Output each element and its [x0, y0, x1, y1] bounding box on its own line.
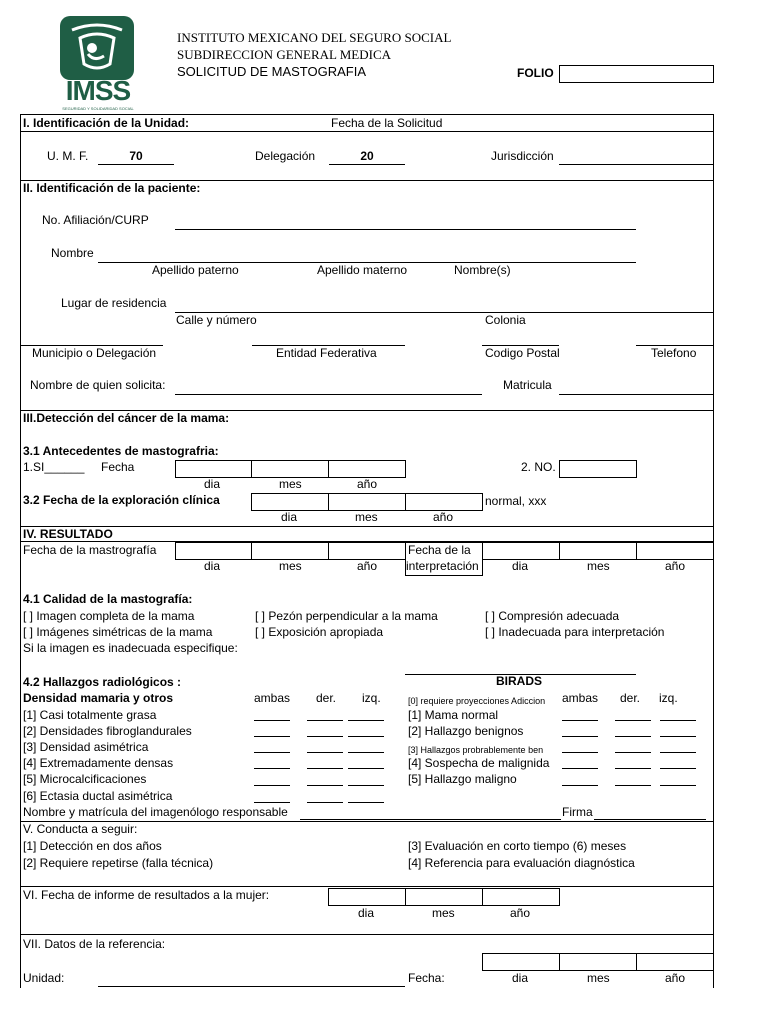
blank-field[interactable]	[254, 768, 290, 769]
normal-label: normal, xxx	[485, 494, 547, 508]
quality-option[interactable]: [ ] Exposición apropiada	[255, 625, 384, 639]
der-label: der.	[316, 691, 337, 705]
no-label: 2. NO.	[521, 460, 556, 474]
dia-label: dia	[512, 559, 529, 573]
antecedentes-dia-field[interactable]	[175, 460, 252, 478]
section-2-title: II. Identificación de la paciente:	[23, 181, 201, 195]
apellido-paterno-label: Apellido paterno	[152, 263, 239, 277]
mes-label: mes	[355, 510, 378, 524]
blank-field[interactable]	[348, 720, 384, 721]
divider	[20, 131, 714, 132]
interpretacion-mes-field[interactable]	[559, 542, 637, 560]
institution-name: INSTITUTO MEXICANO DEL SEGURO SOCIAL	[177, 30, 452, 45]
divider	[20, 114, 714, 115]
birads-item: [5] Hallazgo maligno	[408, 772, 517, 786]
subdirection-name: SUBDIRECCION GENERAL MEDICA	[177, 47, 392, 62]
blank-field[interactable]	[660, 736, 696, 737]
blank-field[interactable]	[307, 785, 343, 786]
form-title: SOLICITUD DE MASTOGRAFIA	[177, 64, 367, 79]
unidad-label: Unidad:	[23, 971, 65, 985]
dia-label: dia	[204, 559, 221, 573]
birads-0: [0] requiere proyecciones Adiccion	[408, 696, 546, 706]
divider	[20, 934, 714, 935]
anio-label: año	[510, 906, 531, 920]
blank-field[interactable]	[307, 802, 343, 803]
umf-value[interactable]: 70	[129, 149, 143, 163]
fecha-solicitud-label: Fecha de la Solicitud	[331, 116, 443, 130]
blank-field[interactable]	[562, 736, 598, 737]
apellido-materno-label: Apellido materno	[317, 263, 408, 277]
dia-label: dia	[358, 906, 375, 920]
responsable-label: Nombre y matrícula del imagenólogo responsable	[23, 805, 288, 819]
form-left-border	[20, 114, 21, 988]
ambas-label: ambas	[562, 691, 599, 705]
jurisdiccion-label: Jurisdicción	[491, 149, 554, 163]
interpretacion-label: interpretación	[406, 559, 479, 573]
informe-anio-field[interactable]	[482, 888, 560, 906]
anio-label: año	[357, 559, 378, 573]
exploracion-mes-field[interactable]	[328, 493, 406, 511]
conducta-option[interactable]: [4] Referencia para evaluación diagnóstica	[408, 856, 635, 870]
birads-item: [4] Sospecha de malignida	[408, 756, 550, 770]
exploracion-dia-field[interactable]	[251, 493, 329, 511]
blank-field[interactable]	[562, 768, 598, 769]
conducta-option[interactable]: [3] Evaluación en corto tiempo (6) meses	[408, 839, 627, 853]
sub-41-title: 4.1 Calidad de la mastografía:	[23, 592, 193, 606]
logo-text: IMSS	[65, 75, 131, 106]
imss-logo	[56, 14, 140, 112]
no-field[interactable]	[559, 460, 637, 478]
colonia-label: Colonia	[485, 313, 526, 327]
afiliacion-label: No. Afiliación/CURP	[42, 213, 149, 227]
dia-label: dia	[204, 477, 221, 491]
telefono-label: Telefono	[651, 346, 697, 360]
densidad-title: Densidad mamaria y otros	[23, 691, 174, 705]
eagle-emblem-icon	[60, 16, 134, 80]
umf-line	[98, 164, 174, 165]
finding-item: [4] Extremadamente densas	[23, 756, 174, 770]
blank-field[interactable]	[615, 785, 651, 786]
antecedentes-mes-field[interactable]	[251, 460, 329, 478]
nombre-label: Nombre	[51, 246, 94, 260]
anio-label: año	[665, 559, 686, 573]
mastografia-dia-field[interactable]	[175, 542, 252, 560]
blank-field[interactable]	[307, 736, 343, 737]
entidad-label: Entidad Federativa	[276, 346, 377, 360]
ambas-label: ambas	[254, 691, 291, 705]
referencia-mes-field[interactable]	[559, 953, 637, 971]
finding-item: [1] Casi totalmente grasa	[23, 708, 157, 722]
conducta-option[interactable]: [2] Requiere repetirse (falla técnica)	[23, 856, 214, 870]
residencia-label: Lugar de residencia	[61, 296, 167, 310]
folio-field[interactable]	[559, 65, 714, 83]
section-7-title: VII. Datos de la referencia:	[23, 937, 166, 951]
blank-field[interactable]	[348, 736, 384, 737]
anio-label: año	[357, 477, 378, 491]
mes-label: mes	[279, 477, 302, 491]
quality-option[interactable]: [ ] Imagen completa de la mama	[23, 609, 195, 623]
birads-item: [2] Hallazgo benignos	[408, 724, 524, 738]
blank-field[interactable]	[254, 752, 290, 753]
finding-item: [3] Densidad asimétrica	[23, 740, 149, 754]
quality-option[interactable]: [ ] Inadecuada para interpretación	[485, 625, 665, 639]
blank-field[interactable]	[307, 768, 343, 769]
fecha-de-la-label: Fecha de la	[408, 543, 471, 557]
conducta-option[interactable]: [1] Detección en dos años	[23, 839, 162, 853]
mes-label: mes	[432, 906, 455, 920]
blank-field[interactable]	[660, 720, 696, 721]
firma-label: Firma	[562, 805, 593, 819]
firma-field[interactable]	[594, 819, 706, 820]
birads-title: BIRADS	[496, 674, 543, 688]
blank-field[interactable]	[615, 736, 651, 737]
referencia-anio-field[interactable]	[636, 953, 714, 971]
delegacion-value[interactable]: 20	[360, 149, 374, 163]
mes-label: mes	[587, 971, 610, 985]
blank-field[interactable]	[254, 802, 290, 803]
delegacion-label: Delegación	[255, 149, 316, 163]
solicita-label: Nombre de quien solicita:	[30, 378, 166, 392]
nombres-label: Nombre(s)	[454, 263, 511, 277]
quality-option[interactable]: [ ] Imágenes simétricas de la mama	[23, 625, 213, 639]
birads-item: [1] Mama normal	[408, 708, 499, 722]
blank-field[interactable]	[562, 720, 598, 721]
mes-label: mes	[279, 559, 302, 573]
section-1-title: I. Identificación de la Unidad:	[23, 116, 190, 130]
der-label: der.	[620, 691, 641, 705]
blank-field[interactable]	[660, 752, 696, 753]
dia-label: dia	[281, 510, 298, 524]
anio-label: año	[433, 510, 454, 524]
referencia-dia-field[interactable]	[482, 953, 560, 971]
cp-label: Codigo Postal	[485, 346, 560, 360]
anio-label: año	[665, 971, 686, 985]
blank-field[interactable]	[348, 802, 384, 803]
divider	[20, 886, 714, 887]
section-4-title: IV. RESULTADO	[23, 527, 113, 541]
dia-label: dia	[512, 971, 529, 985]
sub-31-title: 3.1 Antecedentes de mastografria:	[23, 444, 219, 458]
municipio-label: Municipio o Delegación	[32, 346, 157, 360]
blank-field[interactable]	[615, 768, 651, 769]
calle-label: Calle y número	[176, 313, 257, 327]
birads-item: [3] Hallazgos probrablemente ben	[408, 745, 544, 755]
blank-field[interactable]	[660, 785, 696, 786]
blank-field[interactable]	[348, 768, 384, 769]
informe-dia-field[interactable]	[328, 888, 406, 906]
antecedentes-anio-field[interactable]	[328, 460, 406, 478]
folio-label: FOLIO	[517, 66, 554, 80]
sub-42-title: 4.2 Hallazgos radiológicos :	[23, 675, 182, 689]
logo-tagline: SEGURIDAD Y SOLIDARIDAD SOCIAL	[62, 106, 134, 111]
jurisdiccion-field[interactable]	[559, 164, 713, 165]
section-5-title: V. Conducta a seguir:	[23, 822, 138, 836]
divider	[20, 526, 714, 527]
delegacion-line	[329, 164, 405, 165]
blank-field[interactable]	[660, 768, 696, 769]
blank-field[interactable]	[254, 720, 290, 721]
especifique-label: Si la imagen es inadecuada especifique:	[23, 641, 238, 655]
si-label: 1.SI______	[23, 460, 85, 474]
informe-mes-field[interactable]	[405, 888, 483, 906]
finding-item: [5] Microcalcificaciones	[23, 772, 147, 786]
exploracion-anio-field[interactable]	[405, 493, 483, 511]
unidad-field[interactable]	[98, 986, 405, 987]
interpretacion-dia-field[interactable]	[482, 542, 560, 560]
quality-option[interactable]: [ ] Pezón perpendicular a la mama	[255, 609, 438, 623]
blank-field[interactable]	[254, 736, 290, 737]
sub-32-title: 3.2 Fecha de la exploración clínica	[23, 493, 220, 507]
matricula-field[interactable]	[559, 394, 713, 395]
blank-field[interactable]	[307, 720, 343, 721]
fecha-label: Fecha	[101, 460, 135, 474]
umf-label: U. M. F.	[47, 149, 89, 163]
blank-field[interactable]	[562, 785, 598, 786]
blank-field[interactable]	[615, 720, 651, 721]
matricula-label: Matricula	[503, 378, 552, 392]
referencia-fecha-label: Fecha:	[408, 971, 445, 985]
blank-field[interactable]	[615, 752, 651, 753]
blank-field[interactable]	[562, 752, 598, 753]
blank-field[interactable]	[348, 752, 384, 753]
izq-label: izq.	[362, 691, 381, 705]
finding-item: [2] Densidades fibroglandurales	[23, 724, 192, 738]
interpretacion-anio-field[interactable]	[636, 542, 714, 560]
responsable-field[interactable]	[300, 819, 561, 820]
afiliacion-field[interactable]	[175, 229, 636, 230]
mastografia-mes-field[interactable]	[251, 542, 329, 560]
mastografia-anio-field[interactable]	[328, 542, 406, 560]
blank-field[interactable]	[254, 785, 290, 786]
blank-field[interactable]	[307, 752, 343, 753]
section-3-title: III.Detección del cáncer de la mama:	[23, 411, 230, 425]
finding-item: [6] Ectasia ductal asimétrica	[23, 789, 173, 803]
blank-field[interactable]	[348, 785, 384, 786]
izq-label: izq.	[659, 691, 678, 705]
mes-label: mes	[587, 559, 610, 573]
solicita-field[interactable]	[175, 394, 482, 395]
fecha-mastografia-label: Fecha de la mastrografía	[23, 543, 157, 557]
section-6-title: VI. Fecha de informe de resultados a la mujer:	[23, 888, 270, 902]
quality-option[interactable]: [ ] Compresión adecuada	[485, 609, 620, 623]
